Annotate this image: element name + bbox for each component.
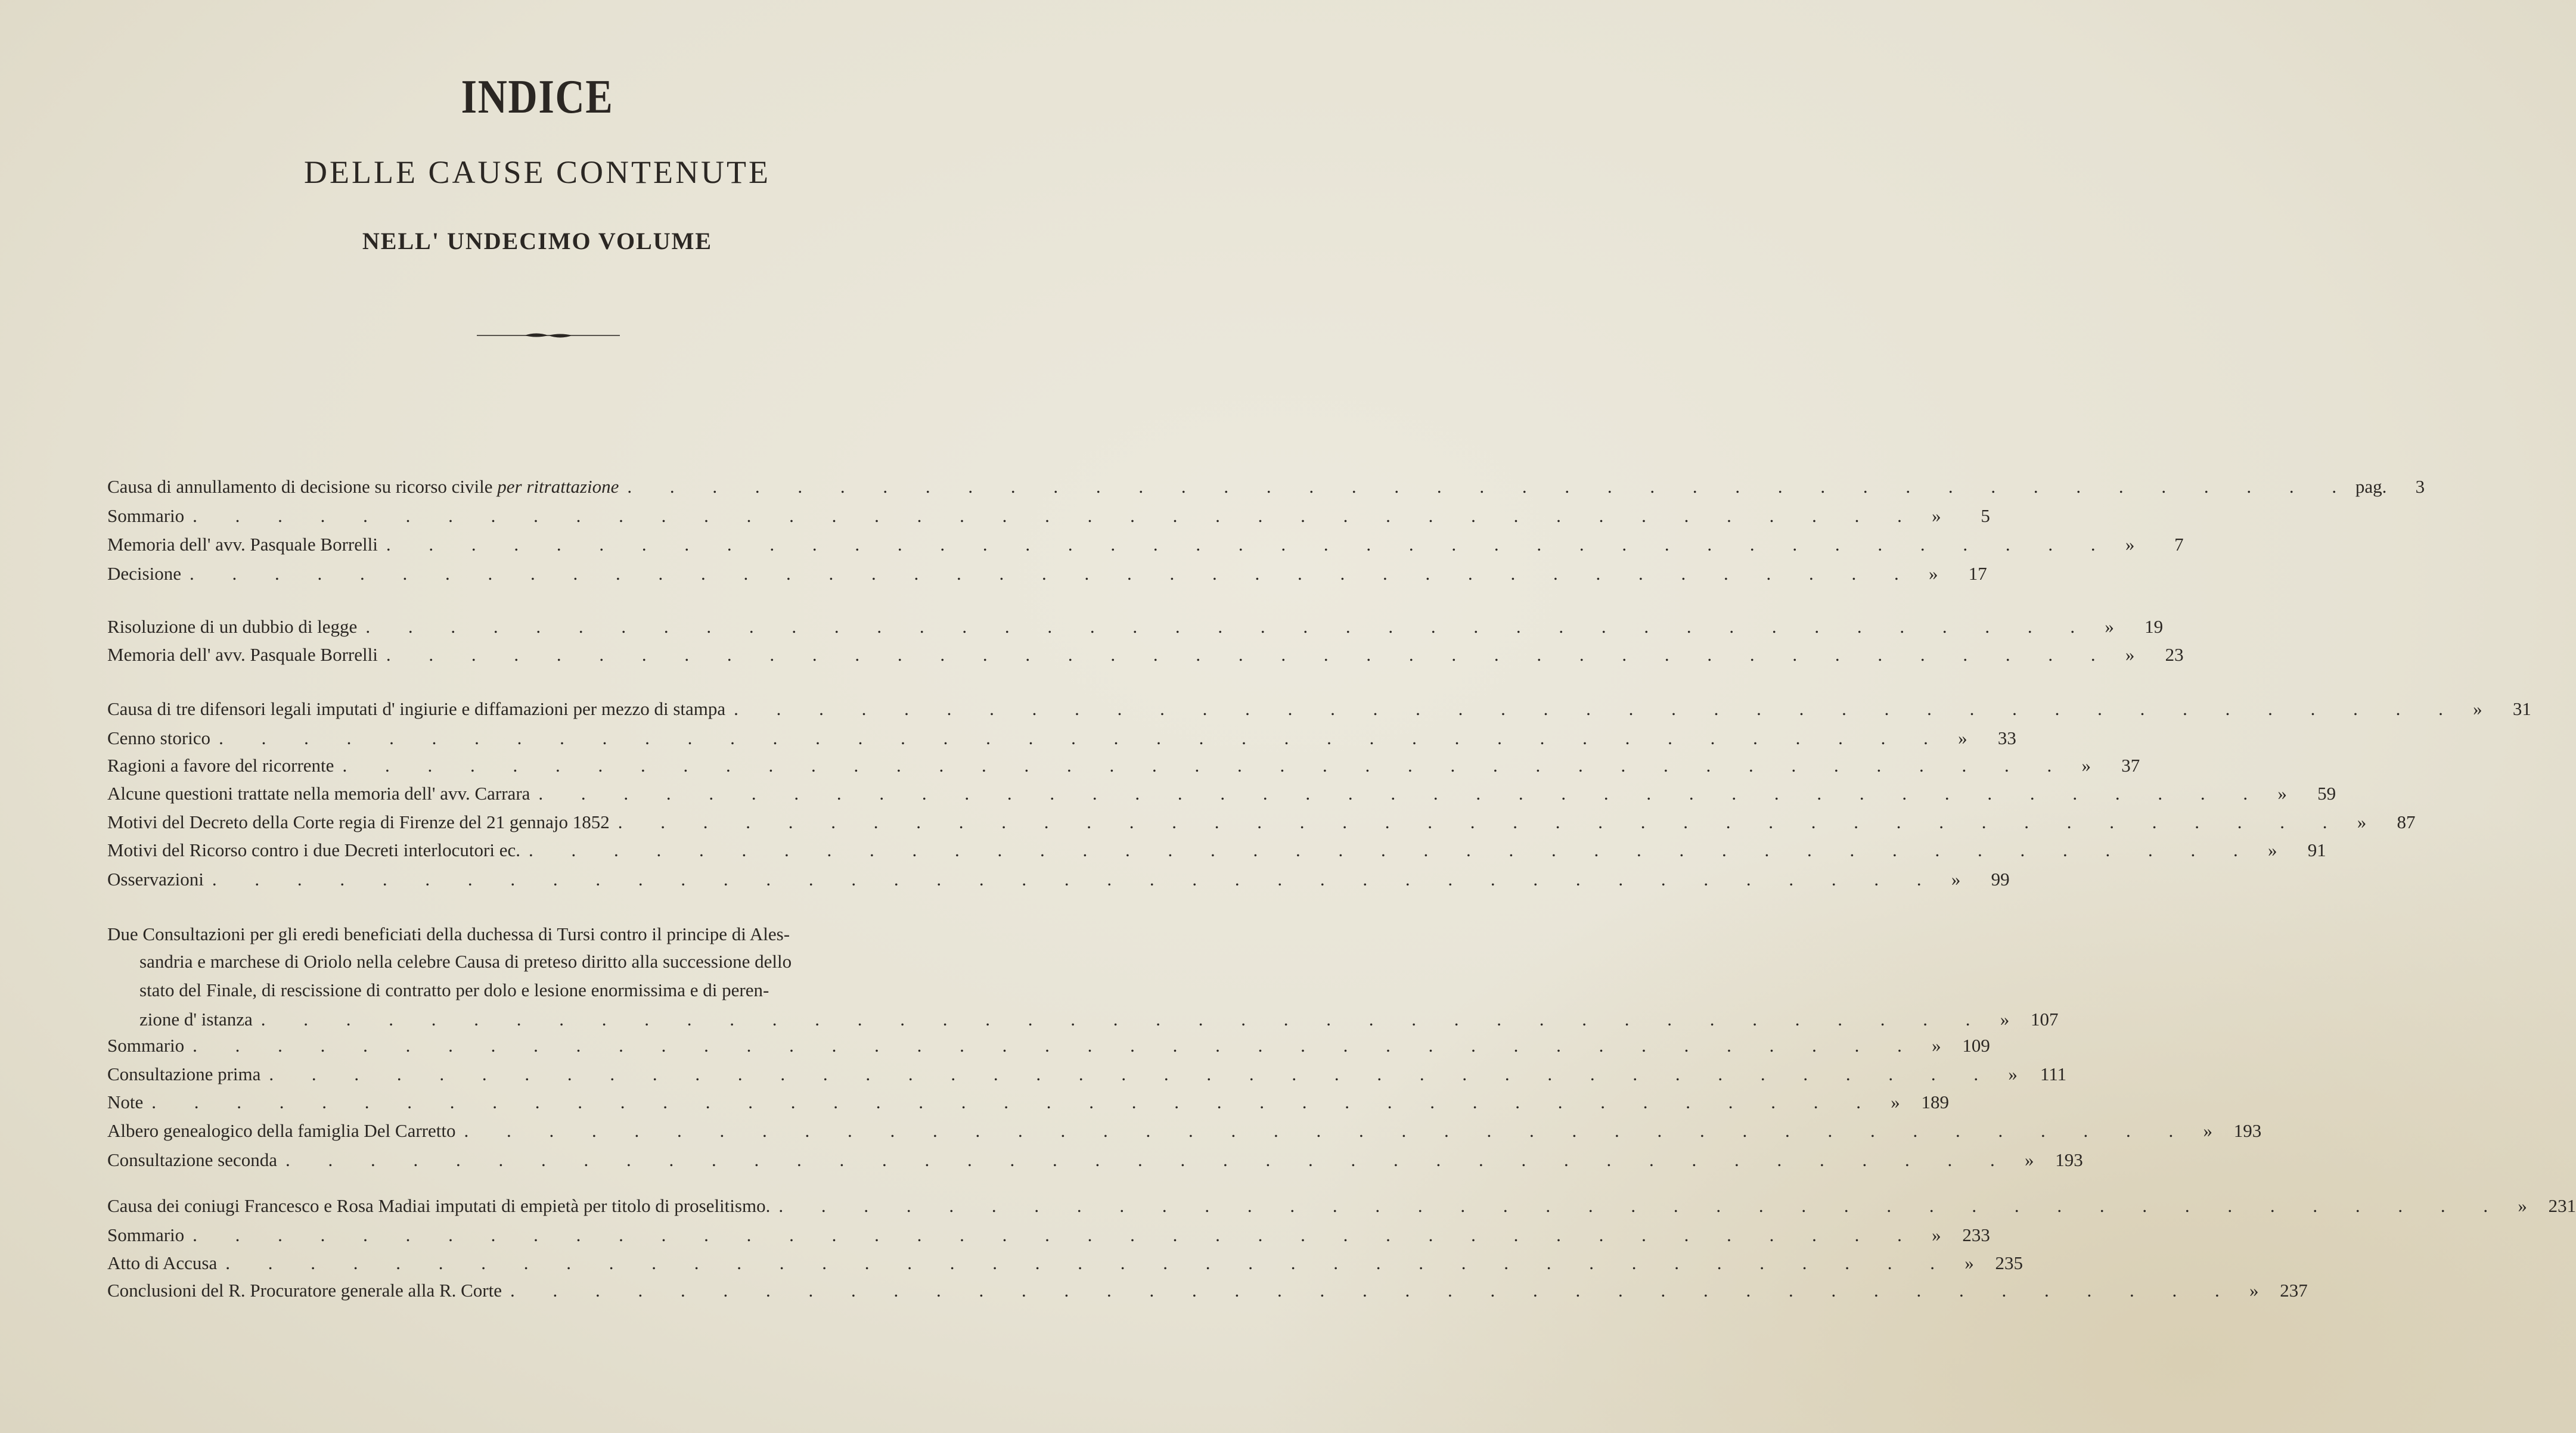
page-number: 235 [1995,1252,2023,1273]
page-marker: » [2268,840,2277,860]
page-marker: » [2125,534,2135,555]
dot-leader: . . . . . . . . . . . . . . . . . . . . . . . . . . . . . . . . . . . . . . . . . [627,476,2354,497]
page-number: 19 [2144,616,2164,637]
page-marker: » [2357,812,2367,832]
page-marker: » [1951,869,1961,890]
page-number: 111 [2040,1064,2067,1084]
index-title: INDICE [461,71,614,123]
dot-leader: . . . . . . . . . . . . . . . . . . . . . . . . . . . . . . . . . . . . . . . . . [225,1252,1951,1273]
dot-leader: . . . . . . . . . . . . . . . . . . . . . . . . . . . . . . . . . . . . . . . . . [538,783,2265,804]
page-marker: » [1964,1252,1974,1273]
entry-title-text: Memoria dell' avv. Pasquale Borrelli [107,644,378,665]
dot-leader: . . . . . . . . . . . . . . . . . . . . . . . . . . . . . . . . . . . . . . . . . [193,1035,1919,1056]
page-number: 233 [1962,1224,1990,1245]
entry-title-italic: per ritrattazione [497,476,619,497]
toc-entry [107,530,2184,559]
page-number: 237 [2280,1280,2308,1301]
entry-title [107,1149,277,1171]
entry-title [107,755,334,776]
entry-title-text: Sommario [107,505,185,526]
toc-entry [107,613,2164,641]
page-marker: » [2277,783,2287,804]
toc-entry [107,1088,1950,1117]
dot-leader: . . . . . . . . . . . . . . . . . . . . . . . . . . . . . . . . . . . . . . . . . [189,563,1916,584]
entry-title [107,534,378,555]
page-number: 109 [1962,1035,1990,1056]
entry-title-text: Decisione [107,563,181,584]
entry-title-text: Consultazione seconda [107,1149,277,1170]
page-number: 91 [2307,840,2326,860]
entry-title [107,1064,260,1085]
entry-title-text: Risoluzione di un dubbio di legge [107,616,358,637]
page-number: 3 [2415,476,2425,497]
dot-leader: . . . . . . . . . . . . . . . . . . . . . . . . . . . . . . . . . . . . . . . . . [219,728,1945,748]
dot-leader: . . . . . . . . . . . . . . . . . . . . . . . . . . . . . . . . . . . . . . . . . [529,840,2255,860]
page-number: 33 [1997,728,2016,748]
entry-title [107,728,210,749]
toc-entry [107,695,2531,723]
dot-leader: . . . . . . . . . . . . . . . . . . . . . . . . . . . . . . . . . . . . . . . . . [193,505,1919,526]
dot-leader: . . . . . . . . . . . . . . . . . . . . . . . . . . . . . . . . . . . . . . . . . [386,534,2112,555]
page-marker: » [1932,1224,1941,1245]
page-marker: pag. [2355,476,2387,497]
entry-title-text: Alcune questioni trattate nella memoria dell' avv. Carrara [107,783,530,804]
page-marker: » [1928,563,1938,584]
page-marker: » [2125,644,2135,665]
page-number: 99 [1991,869,2010,890]
entry-title-text: Atto di Accusa [107,1252,218,1273]
toc-entry [139,947,993,976]
entry-title [107,783,530,804]
dot-leader: . . . . . . . . . . . . . . . . . . . . . . . . . . . . . . . . . . . . . . . . . [260,1009,1987,1030]
dot-leader: . . . . . . . . . . . . . . . . . . . . . . . . . . . . . . . . . . . . . . . . . [778,1195,2505,1216]
entry-title [107,1120,455,1142]
toc-entry [139,1005,2059,1034]
dot-leader: . . . . . . . . . . . . . . . . . . . . . . . . . . . . . . . . . . . . . . . . . [285,1149,2012,1170]
page-marker: » [2081,755,2091,776]
entry-title-text: Causa dei coniugi Francesco e Rosa Madiai imputati di empietà per titolo di proselitismo. [107,1195,771,1216]
page-number: 193 [2233,1120,2262,1141]
entry-title-text: Causa di annullamento di decisione su ricorso civile [107,476,498,497]
entry-title [107,1195,770,1217]
page-marker: » [2105,616,2114,637]
entry-title [107,1224,184,1246]
entry-title-line: zione d' istanza [139,1009,253,1030]
entry-title [107,1035,184,1056]
toc-entry [107,751,2140,780]
entry-title-text: Ragioni a favore del ricorrente [107,755,334,776]
page-marker: » [1932,505,1941,526]
entry-title-text: Conclusioni del R. Procuratore generale alla R. Corte [107,1280,502,1301]
page-marker: » [2249,1280,2259,1301]
dot-leader: . . . . . . . . . . . . . . . . . . . . . . . . . . . . . . . . . . . . . . . . . [212,869,1938,890]
toc-entry [139,976,993,1005]
toc-entry [107,1192,2576,1220]
dot-leader: . . . . . . . . . . . . . . . . . . . . . . . . . . . . . . . . . . . . . . . . . [510,1280,2236,1301]
entry-title-line: sandria e marchese di Oriolo nella celebre Causa di preteso diritto alla successione dello [139,951,792,972]
dot-leader: . . . . . . . . . . . . . . . . . . . . . . . . . . . . . . . . . . . . . . . . . [734,698,2460,719]
entry-title-text: Osservazioni [107,869,204,890]
page-marker: » [1958,728,1967,748]
toc-entry [107,1221,1990,1249]
dot-leader: . . . . . . . . . . . . . . . . . . . . . . . . . . . . . . . . . . . . . . . . . [151,1092,1878,1112]
toc-entry [107,865,2010,894]
toc-entry [107,920,993,949]
entry-title-text: Motivi del Decreto della Corte regia di Firenze del 21 gennajo 1852 [107,812,610,832]
page-number: 231 [2548,1195,2576,1216]
entry-title [107,1280,502,1301]
index-subtitle: DELLE CAUSE CONTENUTE [304,154,771,190]
entry-title [107,476,619,498]
toc-entry [107,502,1990,530]
toc-entry [107,1146,2083,1174]
page-number: 37 [2121,755,2140,776]
page-number: 87 [2397,812,2416,832]
entry-title-text: Albero genealogico della famiglia Del Carretto [107,1120,456,1141]
page-number: 193 [2055,1149,2083,1170]
entry-title [107,1252,217,1274]
toc-entry [107,559,1987,588]
entry-title [107,698,725,720]
page-number: 59 [2317,783,2336,804]
page-number: 7 [2174,534,2184,555]
page-marker: » [2024,1149,2034,1170]
entry-title [107,1092,143,1113]
dot-leader: . . . . . . . . . . . . . . . . . . . . . . . . . . . . . . . . . . . . . . . . . [464,1120,2190,1141]
entry-title [107,616,357,638]
toc-entry [107,808,2416,837]
entry-title-text: Motivi del Ricorso contro i due Decreti interlocutori ec. [107,840,520,860]
dot-leader: . . . . . . . . . . . . . . . . . . . . . . . . . . . . . . . . . . . . . . . . . [342,755,2069,776]
toc-entry [107,779,2336,808]
volume-heading: NELL' UNDECIMO VOLUME [362,228,713,254]
page-number: 23 [2165,644,2184,665]
ornament-divider-icon [477,330,620,341]
toc-entry [107,1276,2308,1305]
entry-title-text: Causa di tre difensori legali imputati d' ingiurie e diffamazioni per mezzo di stampa [107,698,726,719]
page-marker: » [2518,1195,2527,1216]
page-marker: » [2203,1120,2212,1141]
page-marker: » [2008,1064,2018,1084]
page-number: 189 [1921,1092,1950,1112]
entry-title-text: Note [107,1092,144,1112]
toc-entry [107,836,2326,865]
entry-title [107,812,610,833]
entry-title-text: Sommario [107,1035,185,1056]
toc-entry [107,1117,2262,1145]
page-marker: » [2473,698,2482,719]
page-marker: » [1891,1092,1900,1112]
page-number: 107 [2031,1009,2059,1030]
entry-title [107,840,520,861]
toc-entry [107,473,2425,501]
entry-title-line: Due Consultazioni per gli eredi beneficiati della duchessa di Tursi contro il principe di Ales- [107,924,790,944]
page-number: 31 [2512,698,2531,719]
entry-title-text: Memoria dell' avv. Pasquale Borrelli [107,534,378,555]
dot-leader: . . . . . . . . . . . . . . . . . . . . . . . . . . . . . . . . . . . . . . . . . [617,812,2344,832]
dot-leader: . . . . . . . . . . . . . . . . . . . . . . . . . . . . . . . . . . . . . . . . . [193,1224,1919,1245]
entry-title [107,563,181,585]
entry-title-line: stato del Finale, di rescissione di contratto per dolo e lesione enormissima e di peren- [139,980,769,1000]
dot-leader: . . . . . . . . . . . . . . . . . . . . . . . . . . . . . . . . . . . . . . . . . [269,1064,1995,1084]
toc-entry [107,1060,2067,1089]
entry-title-text: Consultazione prima [107,1064,261,1084]
page-number: 17 [1968,563,1987,584]
entry-title-text: Cenno storico [107,728,211,748]
page-marker: » [2000,1009,2010,1030]
page-marker: » [1932,1035,1941,1056]
page-number: 5 [1981,505,1990,526]
dot-leader: . . . . . . . . . . . . . . . . . . . . . . . . . . . . . . . . . . . . . . . . . [365,616,2092,637]
toc-entry [107,1249,2023,1277]
toc-entry [107,641,2184,669]
toc-entry [107,1031,1990,1060]
entry-title [107,869,204,890]
toc-entry [107,724,2016,753]
entry-title [107,505,184,527]
entry-title [107,644,378,666]
dot-leader: . . . . . . . . . . . . . . . . . . . . . . . . . . . . . . . . . . . . . . . . . [386,644,2112,665]
entry-title-text: Sommario [107,1224,185,1245]
